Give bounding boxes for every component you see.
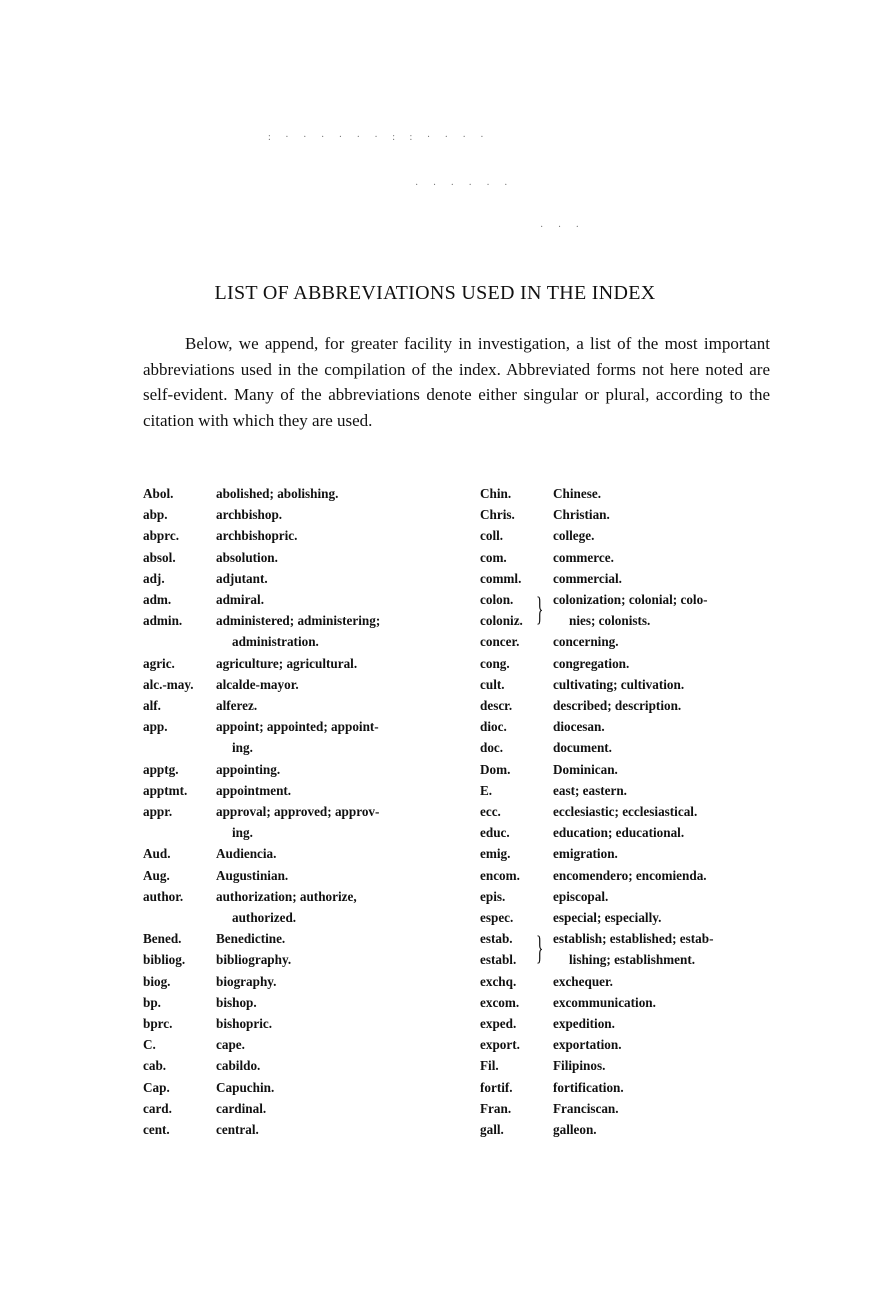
abbreviation-definition (553, 525, 780, 546)
abbreviation-term (480, 971, 553, 992)
definition-text: expedition. (553, 1016, 615, 1032)
definition-text: cape. (216, 1037, 245, 1053)
abbreviation-text: fortif. (480, 1079, 513, 1095)
abbreviation-text: coll. (480, 528, 504, 544)
abbreviation-definition (216, 674, 443, 695)
abbreviation-entry (143, 1098, 443, 1119)
abbreviation-definition (216, 843, 443, 864)
brace-mark: } (536, 591, 544, 629)
definition-text: alcalde-mayor. (216, 676, 299, 692)
abbreviation-entry (143, 1119, 443, 1140)
abbreviation-entry (143, 610, 443, 652)
definition-text: admiral. (216, 592, 264, 608)
definition-text: archbishop. (216, 507, 283, 523)
abbreviation-entry (480, 525, 780, 546)
definition-text: agriculture; agricultural. (216, 655, 358, 671)
abbreviation-term (480, 843, 553, 864)
abbreviation-term (143, 483, 216, 504)
abbreviation-entry (480, 843, 780, 864)
abbreviation-term (480, 716, 553, 737)
abbreviation-definition (553, 907, 780, 928)
abbreviation-definition (553, 483, 780, 504)
abbreviation-term (143, 547, 216, 568)
abbreviation-term (480, 1098, 553, 1119)
abbreviation-term (143, 928, 216, 949)
definition-text: alferez. (216, 698, 258, 714)
definition-text: approval; approved; approv- (216, 804, 380, 820)
abbreviation-definition (553, 695, 780, 716)
abbreviation-term (480, 822, 553, 843)
abbreviation-text: Chris. (480, 507, 515, 523)
abbreviation-text: espec. (480, 910, 514, 926)
abbreviation-term (480, 483, 553, 504)
abbreviation-definition (216, 865, 443, 886)
definition-text: central. (216, 1122, 259, 1138)
abbreviation-definition (553, 504, 780, 525)
definition-text: east; eastern. (553, 782, 627, 798)
abbreviation-term (480, 1013, 553, 1034)
definition-text: absolution. (216, 549, 278, 565)
abbreviation-entry (143, 504, 443, 525)
abbreviation-term (480, 801, 553, 822)
abbreviation-term (143, 865, 216, 886)
abbreviation-term (143, 653, 216, 674)
abbreviation-term (143, 504, 216, 525)
abbreviation-term (143, 780, 216, 801)
abbreviation-text: cab. (143, 1058, 167, 1074)
abbreviation-definition (216, 695, 443, 716)
abbreviation-definition (553, 568, 780, 589)
abbreviation-text: bibliog. (143, 952, 186, 968)
abbreviation-text: bp. (143, 994, 161, 1010)
abbreviation-definition (553, 1119, 780, 1140)
abbreviation-text: excom. (480, 994, 520, 1010)
abbreviation-definition (553, 1013, 780, 1034)
abbreviation-entry (480, 483, 780, 504)
abbreviation-text: com. (480, 549, 507, 565)
abbreviation-entry (480, 568, 780, 589)
abbreviation-term (143, 949, 216, 970)
abbreviation-term (480, 695, 553, 716)
definition-text: adjutant. (216, 570, 268, 586)
abbreviation-text: admin. (143, 613, 183, 629)
definition-text: document. (553, 740, 612, 756)
abbreviation-entry (480, 780, 780, 801)
abbreviation-entry (480, 737, 780, 758)
abbreviation-entry (143, 653, 443, 674)
abbreviation-term (480, 547, 553, 568)
abbreviation-entry (480, 716, 780, 737)
abbreviation-entry (480, 631, 780, 652)
abbreviation-term (480, 504, 553, 525)
definition-text: Franciscan. (553, 1100, 619, 1116)
abbreviation-term (143, 992, 216, 1013)
abbreviation-text: Aug. (143, 867, 170, 883)
abbreviation-entry (480, 1077, 780, 1098)
abbreviation-definition (553, 780, 780, 801)
page-title (0, 282, 870, 305)
definition-text: Filipinos. (553, 1058, 606, 1074)
definition-text: Benedictine. (216, 931, 286, 947)
abbreviation-text: exchq. (480, 973, 517, 989)
abbreviation-entry (480, 547, 780, 568)
abbreviation-term (480, 907, 553, 928)
abbreviation-term (480, 525, 553, 546)
abbreviation-entry (480, 1119, 780, 1140)
abbreviation-text: gall. (480, 1122, 504, 1138)
abbreviation-entry (480, 1098, 780, 1119)
definition-text: congregation. (553, 655, 630, 671)
abbreviation-definition (553, 886, 780, 907)
abbreviation-entry (480, 992, 780, 1013)
abbreviation-text: bprc. (143, 1016, 173, 1032)
definition-text: concerning. (553, 634, 619, 650)
definition-text: galleon. (553, 1122, 597, 1138)
abbreviation-term (143, 695, 216, 716)
abbreviation-entry (143, 949, 443, 970)
abbreviation-text: dioc. (480, 719, 507, 735)
abbreviation-definition (553, 865, 780, 886)
abbreviation-entry (480, 822, 780, 843)
intro-paragraph (143, 331, 770, 433)
abbreviation-definition (553, 631, 780, 652)
definition-text: authorization; authorize, (216, 888, 357, 904)
definition-text: cultivating; cultivation. (553, 676, 685, 692)
definition-text: biography. (216, 973, 277, 989)
abbreviation-text: descr. (480, 698, 513, 714)
abbreviation-text: E. (480, 782, 493, 798)
abbreviation-definition (216, 547, 443, 568)
definition-continuation: lishing; establishment. (569, 952, 696, 968)
scan-speckles: · · · (540, 222, 585, 233)
definition-text: diocesan. (553, 719, 605, 735)
abbreviation-text: concer. (480, 634, 520, 650)
abbreviation-definition (553, 589, 780, 631)
abbreviation-definition (216, 992, 443, 1013)
abbreviation-entry (143, 801, 443, 843)
abbreviation-term (480, 631, 553, 652)
abbreviation-entry (480, 674, 780, 695)
abbreviation-definition (216, 1013, 443, 1034)
abbreviation-text: adm. (143, 592, 172, 608)
abbreviation-term (143, 1119, 216, 1140)
abbreviation-definition (216, 1077, 443, 1098)
abbreviation-term (143, 886, 216, 928)
definition-text: episcopal. (553, 888, 609, 904)
abbreviation-entry (143, 865, 443, 886)
abbreviation-term (480, 568, 553, 589)
abbreviation-term (480, 674, 553, 695)
abbreviation-entry (480, 907, 780, 928)
abbreviation-term (143, 589, 216, 610)
definition-text: college. (553, 528, 595, 544)
abbreviation-text: Bened. (143, 931, 182, 947)
abbreviation-text: adj. (143, 570, 165, 586)
scan-speckles: · · · · · · (415, 180, 514, 191)
scan-speckles: : · · · · · · : : · · · · (268, 132, 490, 143)
definition-text: Dominican. (553, 761, 618, 777)
abbreviation-definition (216, 1055, 443, 1076)
abbreviation-definition (216, 1034, 443, 1055)
abbreviation-text: apptg. (143, 761, 179, 777)
abbreviation-term (480, 992, 553, 1013)
abbreviation-text: Fran. (480, 1100, 512, 1116)
abbreviation-text: C. (143, 1037, 156, 1053)
abbreviation-definition (216, 949, 443, 970)
definition-continuation: ing. (232, 740, 253, 756)
definition-continuation: authorized. (232, 910, 297, 926)
abbreviation-term (480, 886, 553, 907)
abbreviation-entry (480, 695, 780, 716)
definition-text: commerce. (553, 549, 614, 565)
abbreviation-text: cent. (143, 1122, 170, 1138)
abbreviation-text-alt: establ. (480, 952, 517, 968)
abbreviation-entry (480, 1034, 780, 1055)
abbreviation-text-alt: coloniz. (480, 613, 523, 629)
abbreviation-entry (143, 525, 443, 546)
abbreviation-text: exped. (480, 1016, 517, 1032)
abbreviation-entry (143, 971, 443, 992)
abbreviation-term (143, 1098, 216, 1119)
brace-mark: } (536, 930, 544, 968)
abbreviation-term (143, 1013, 216, 1034)
intro-text: Below, we append, for greater facility in investigation, a list of the most important abbreviations used in the compilation of the index. Abbreviated forms not here noted are self-evident. Many of the abbreviations denote either singular or plural, according to the citation with which they are used. (143, 334, 770, 430)
abbreviation-term (480, 653, 553, 674)
abbreviation-entry (480, 1013, 780, 1034)
abbreviation-entry (143, 780, 443, 801)
definition-text: Capuchin. (216, 1079, 275, 1095)
abbreviation-definition (553, 759, 780, 780)
definition-text: especial; especially. (553, 910, 662, 926)
abbreviation-definition (553, 1077, 780, 1098)
abbreviation-definition (553, 1098, 780, 1119)
abbreviation-term (143, 1077, 216, 1098)
abbreviation-text: appr. (143, 804, 173, 820)
abbreviation-text: estab. (480, 931, 513, 947)
abbreviation-text: comml. (480, 570, 522, 586)
definition-text: described; description. (553, 698, 682, 714)
abbreviation-text: cong. (480, 655, 510, 671)
abbreviation-entry (143, 589, 443, 610)
abbreviation-definition (216, 1119, 443, 1140)
abbreviation-definition (216, 483, 443, 504)
abbreviation-term (480, 1055, 553, 1076)
abbreviation-entry (480, 886, 780, 907)
abbreviation-text: epis. (480, 888, 506, 904)
title-text: LIST OF ABBREVIATIONS USED IN THE INDEX (214, 282, 656, 304)
abbreviation-term (480, 759, 553, 780)
abbreviation-definition (216, 928, 443, 949)
abbreviation-text: emig. (480, 846, 511, 862)
abbreviation-text: author. (143, 888, 184, 904)
abbreviation-definition (553, 1055, 780, 1076)
definition-text: ecclesiastic; ecclesiastical. (553, 804, 698, 820)
abbreviation-definition (216, 801, 443, 843)
definition-continuation: nies; colonists. (569, 613, 651, 629)
definition-text: commercial. (553, 570, 622, 586)
abbreviation-definition (216, 504, 443, 525)
abbreviation-text: encom. (480, 867, 520, 883)
abbreviation-definition (216, 886, 443, 928)
definition-text: bishopric. (216, 1016, 273, 1032)
abbreviation-term (480, 865, 553, 886)
abbreviation-definition (216, 525, 443, 546)
abbreviation-definition (216, 780, 443, 801)
abbreviation-entry (480, 928, 780, 970)
abbreviation-text: apptmt. (143, 782, 188, 798)
abbreviation-text: Aud. (143, 846, 171, 862)
abbreviation-entry (143, 483, 443, 504)
definition-text: appoint; appointed; appoint- (216, 719, 379, 735)
definition-text: encomendero; encomienda. (553, 867, 707, 883)
abbreviation-text: Abol. (143, 486, 174, 501)
definition-continuation: administration. (232, 634, 319, 650)
definition-text: fortification. (553, 1079, 624, 1095)
definition-text: archbishopric. (216, 528, 298, 544)
abbreviation-text: Fil. (480, 1058, 499, 1074)
abbreviation-term (480, 1077, 553, 1098)
definition-continuation: ing. (232, 825, 253, 841)
definition-text: bibliography. (216, 952, 292, 968)
abbreviation-definition (553, 737, 780, 758)
abbreviation-entry (143, 843, 443, 864)
abbreviation-definition (553, 843, 780, 864)
abbreviation-term (143, 1034, 216, 1055)
abbreviation-list-right (480, 483, 780, 1140)
abbreviation-term (143, 610, 216, 652)
abbreviation-text: doc. (480, 740, 504, 756)
abbreviation-entry (143, 547, 443, 568)
abbreviation-definition (216, 589, 443, 610)
definition-text: appointing. (216, 761, 281, 777)
definition-text: emigration. (553, 846, 618, 862)
abbreviation-definition (553, 971, 780, 992)
abbreviation-term (143, 716, 216, 758)
abbreviation-entry (480, 971, 780, 992)
definition-text: establish; established; estab- (553, 931, 714, 947)
abbreviation-definition (553, 716, 780, 737)
abbreviation-definition (553, 801, 780, 822)
abbreviation-text: abp. (143, 507, 168, 523)
abbreviation-entry (143, 759, 443, 780)
abbreviation-term (143, 843, 216, 864)
abbreviation-text: alc.-may. (143, 676, 194, 692)
abbreviation-entry (480, 1055, 780, 1076)
abbreviation-definition (553, 547, 780, 568)
abbreviation-text: Dom. (480, 761, 511, 777)
definition-text: Augustinian. (216, 867, 289, 883)
abbreviation-text: export. (480, 1037, 520, 1053)
abbreviation-entry (480, 589, 780, 631)
abbreviation-definition (553, 822, 780, 843)
abbreviation-term (143, 759, 216, 780)
abbreviation-text: Cap. (143, 1079, 170, 1095)
abbreviation-entry (143, 1013, 443, 1034)
definition-text: abolished; abolishing. (216, 486, 339, 501)
abbreviation-text: card. (143, 1100, 172, 1116)
abbreviation-definition (216, 1098, 443, 1119)
abbreviation-entry (480, 865, 780, 886)
abbreviation-entry (143, 1055, 443, 1076)
abbreviation-text: absol. (143, 549, 176, 565)
abbreviation-term (480, 737, 553, 758)
abbreviation-definition (216, 568, 443, 589)
abbreviation-text: colon. (480, 592, 514, 608)
abbreviation-entry (480, 504, 780, 525)
abbreviation-entry (143, 886, 443, 928)
abbreviation-term (480, 1119, 553, 1140)
abbreviation-entry (143, 928, 443, 949)
abbreviation-entry (143, 716, 443, 758)
abbreviation-text: app. (143, 719, 168, 735)
abbreviation-definition (553, 992, 780, 1013)
abbreviation-definition (216, 759, 443, 780)
abbreviation-term (143, 568, 216, 589)
abbreviation-entry (143, 992, 443, 1013)
abbreviation-definition (216, 610, 443, 652)
abbreviation-entry (143, 1034, 443, 1055)
abbreviation-text: ecc. (480, 804, 501, 820)
definition-text: excommunication. (553, 994, 656, 1010)
abbreviation-list-left (143, 483, 443, 1140)
abbreviation-entry (480, 801, 780, 822)
abbreviation-text: educ. (480, 825, 510, 841)
definition-text: administered; administering; (216, 613, 381, 629)
definition-text: cardinal. (216, 1100, 267, 1116)
abbreviation-definition (216, 716, 443, 758)
definition-text: bishop. (216, 994, 257, 1010)
definition-text: Chinese. (553, 486, 601, 501)
abbreviation-term (480, 780, 553, 801)
abbreviation-text: cult. (480, 676, 505, 692)
abbreviation-text: abprc. (143, 528, 180, 544)
abbreviation-term (143, 971, 216, 992)
abbreviation-text: agric. (143, 655, 175, 671)
abbreviation-text: Chin. (480, 486, 512, 501)
abbreviation-definition (553, 674, 780, 695)
abbreviation-text: alf. (143, 698, 161, 714)
abbreviation-definition (553, 1034, 780, 1055)
abbreviation-entry (143, 674, 443, 695)
abbreviation-entry (143, 568, 443, 589)
definition-text: appointment. (216, 782, 292, 798)
abbreviation-entry (143, 695, 443, 716)
definition-text: exchequer. (553, 973, 613, 989)
definition-text: Christian. (553, 507, 610, 523)
definition-text: Audiencia. (216, 846, 277, 862)
abbreviation-entry (480, 759, 780, 780)
abbreviation-term (143, 674, 216, 695)
abbreviation-definition (216, 971, 443, 992)
abbreviation-definition (216, 653, 443, 674)
definition-text: colonization; colonial; colo- (553, 592, 708, 608)
abbreviation-text: biog. (143, 973, 171, 989)
abbreviation-term (143, 525, 216, 546)
definition-text: exportation. (553, 1037, 622, 1053)
abbreviation-term (143, 1055, 216, 1076)
abbreviation-entry (480, 653, 780, 674)
definition-text: cabildo. (216, 1058, 261, 1074)
abbreviation-entry (143, 1077, 443, 1098)
abbreviation-definition (553, 653, 780, 674)
abbreviation-definition (553, 928, 780, 970)
abbreviation-term (480, 1034, 553, 1055)
definition-text: education; educational. (553, 825, 685, 841)
abbreviation-term (143, 801, 216, 843)
